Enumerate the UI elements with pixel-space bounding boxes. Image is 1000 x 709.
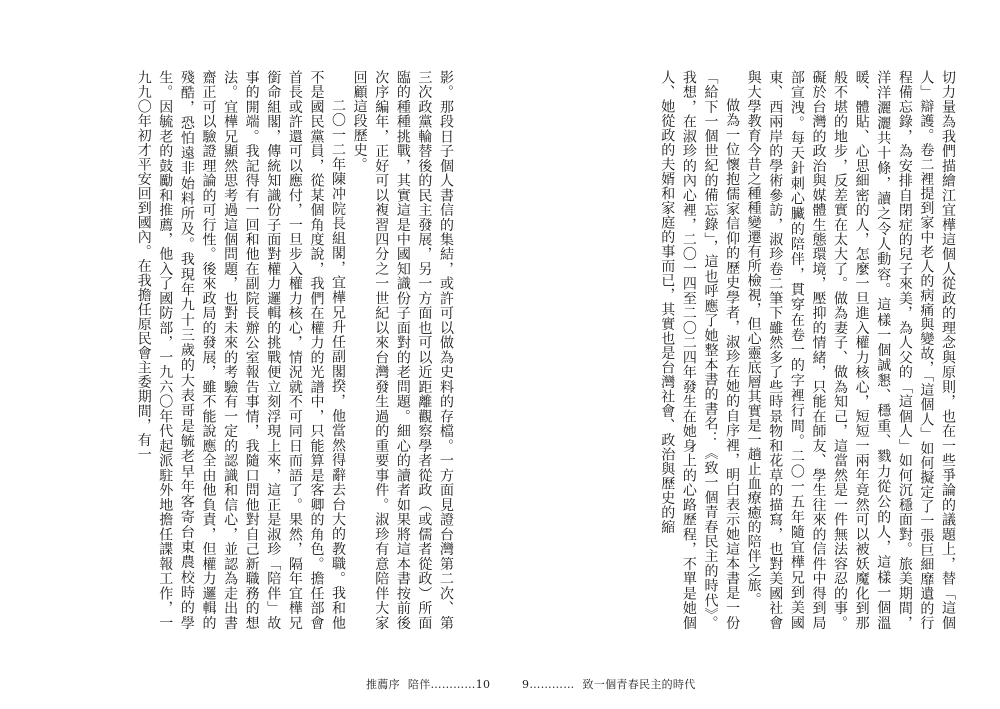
paragraph: 做為一位懷抱儒家信仰的歷史學者，淑珍在她的自序裡，明白表示她這本書是一份「給下一個世紀的備忘錄」，這也呼應了她整本書的書名：《致一個青春民主的時代》。我想，在淑珍的內心裡，二〇一四至二〇二四年發生在她身上的心路歷程，不單是她個人、她從政的夫婿和家庭的事而已，其實也是台灣社會、政治與歷史的縮 [659,70,741,630]
left-page-body [78,70,456,630]
footer-dots: ………… [529,678,575,691]
right-page [500,0,1000,709]
footer-section: 推薦序 [366,678,400,691]
right-page-footer [522,676,696,692]
footer-title: 陪伴 [407,678,431,691]
paragraph: 切力量為我們描繪江宜樺這個人從政的理念與原則，也在一些爭論的議題上，替「這個人」辯護。卷二裡提到家中老人的病痛與變故，「這個人」如何擬定了一張巨細靡遺的行程備忘錄，為安排自閉症的兒子來美，為人父的「這個人」如何沉穩面對。旅美期間，洋洋灑灑共十條，讀之令人動容。這樣一個誠懇、穩重、戮力從公的人，這樣一個溫暖、體貼、心思細密的人，怎麼一旦進入權力核心，短短一兩年竟然可以被妖魔化到那般不堪的地步，反差實在太大了。做為妻子、做為知己，這當然是一件無法容忍的事。礙於台灣的政治與媒體生態環境，壓抑的情緒，只能在師友、學生往來的信件中得到局部宣洩。每天針刺心臟的陪伴，貫穿在卷一的字裡行間。二〇一五年隨宜樺兄到美國東、西兩岸的學術參訪，淑珍卷二筆下雖然多了些時景物和花草的描寫，也對美國社會與大學教育今昔之種種變遷有所檢視，但心靈底層其實是一趟止血療癒的陪伴之旅。 [745,70,956,630]
left-page-footer [366,676,490,692]
footer-title: 致一個青春民主的時代 [582,678,696,691]
page-number: 10 [475,678,491,691]
paragraph: 二〇一二年陳冲院長組閣，宜樺兄升任副閣揆，他當然得辭去台大的教職。我和他不是國民黨員，從某個角度說，我們在權力的光譜中，只能算是客卿的角色。擔任部會首長或許還可以應付，一旦步入權力核心，情況就不可同日而語了。果然，隔年宜樺兄銜命組閣，傳統知識份子面對權力邏輯的挑戰便立刻浮現上來，這正是淑珍「陪伴」故事的開端。我記得有一回和他在副院長辦公室報告事情，我隨口問他對自己新職務的想法。宜樺兄顯然思考過這個問題，也對未來的考驗有一定的認識和信心，並認為走出書齋正可以驗證理論的可行性。後來政局的發展，雖不能說應全由他負責，但權力邏輯的殘酷，恐怕遠非始料所及。我現年九十三歲的大表哥是毓老早年客寄台東農校時的學生。因毓老的鼓勵和推薦，他入了國防部，一九六〇年代起派駐外地擔任諜報工作，一九九〇年初才平安回到國內。在我擔任原民會主委期間，有一 [135,70,347,630]
page-number: 9 [522,678,530,691]
paragraph: 影。那段日子個人書信的集結，或許可以做為史料的存檔。一方面見證台灣第二次、第三次政黨輪替後的民主發展，另一方面也可以近距離觀察學者從政（或儒者從政）所面臨的種種挑戰，其實這是中國知識份子面對的老問題。細心的讀者如果將這本書按前後次序編年，正好可以複習四分之一世紀以來台灣發生過的重要事件。淑珍有意陪伴大家回顧這段歷史。 [351,70,454,630]
footer-dots: ………… [430,678,476,691]
right-page-body [562,70,958,630]
